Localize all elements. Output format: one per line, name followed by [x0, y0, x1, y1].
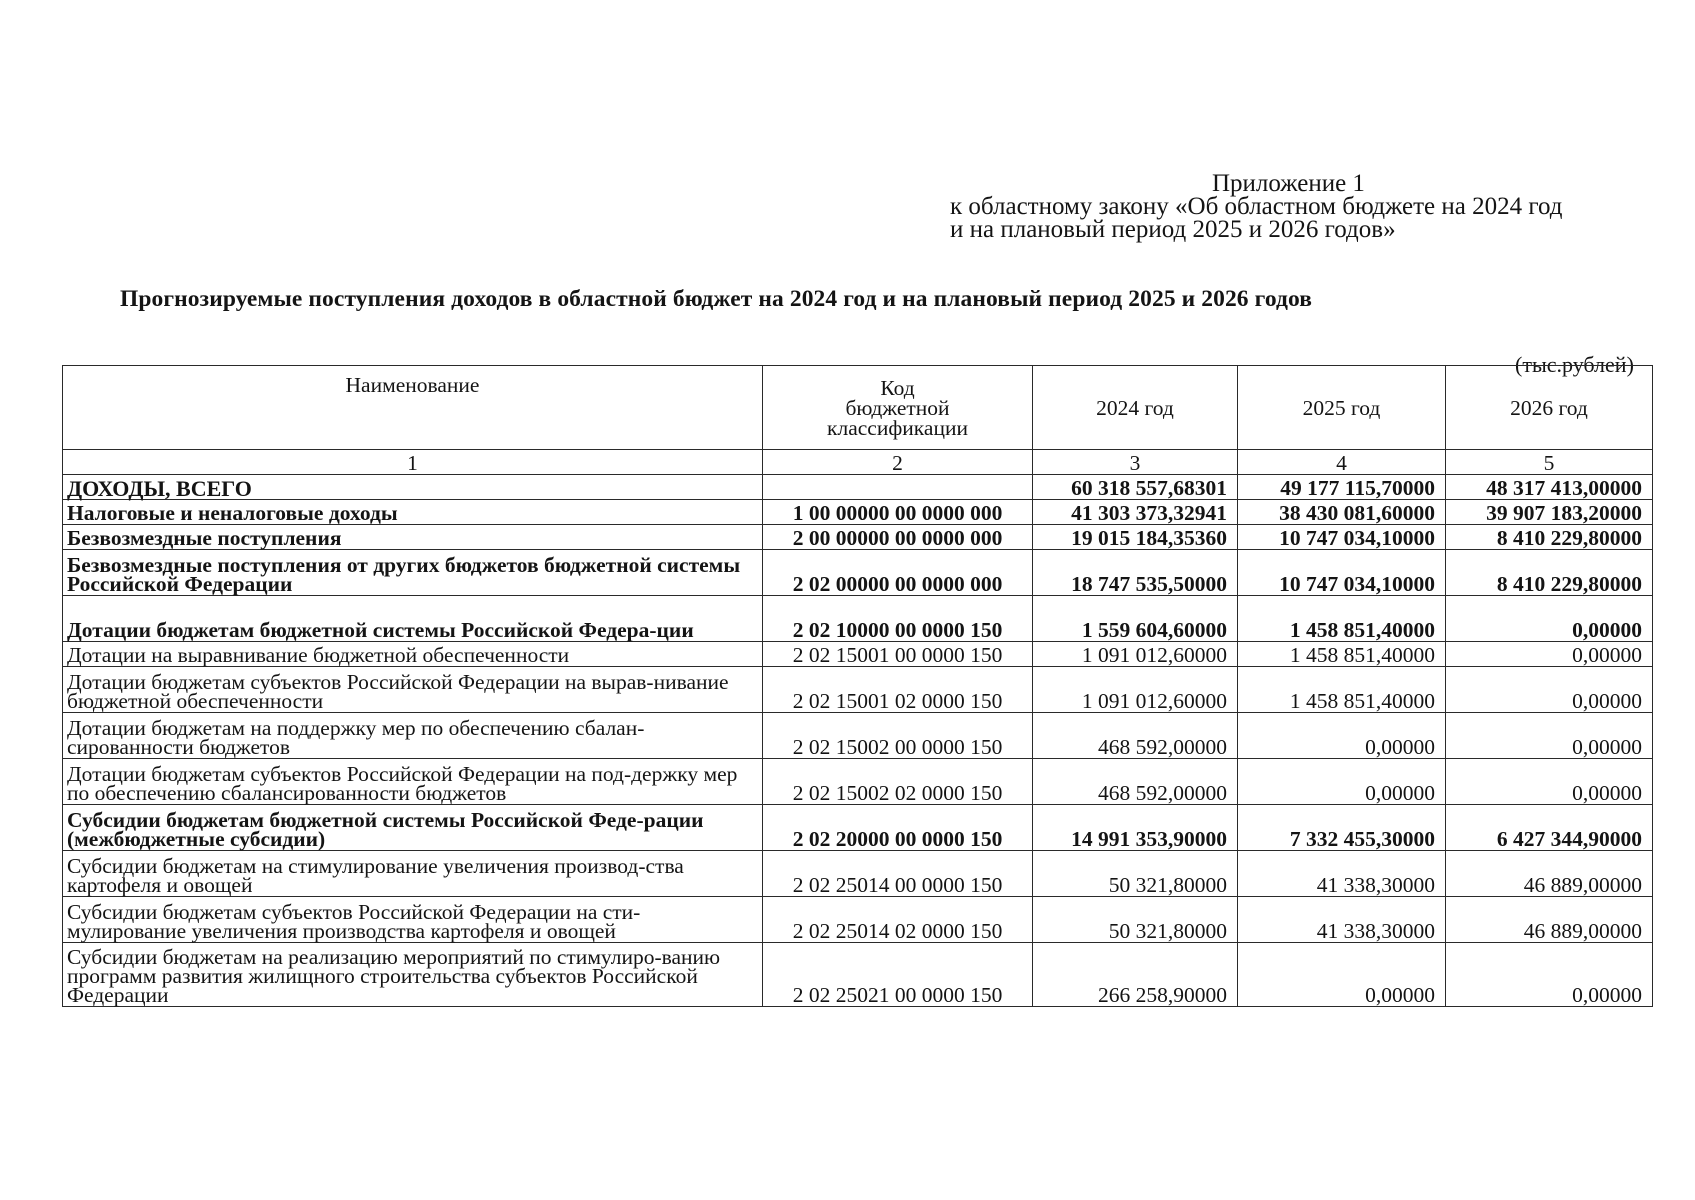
- units-label: (тыс.рублей): [1515, 352, 1634, 377]
- row-value-2025: 41 338,30000: [1238, 851, 1446, 897]
- column-number: 5: [1446, 450, 1653, 475]
- table-row: [63, 550, 1653, 596]
- header-name: Наименование: [63, 366, 763, 450]
- row-value-2024: 1 091 012,60000: [1033, 667, 1238, 713]
- row-name: Дотации на выравнивание бюджетной обеспеченности: [63, 642, 763, 667]
- row-value-2025: 0,00000: [1238, 759, 1446, 805]
- row-value-2026: 39 907 183,20000: [1446, 500, 1653, 525]
- row-code: 2 02 15002 02 0000 150: [763, 759, 1033, 805]
- appendix-title: Приложение 1: [1212, 170, 1365, 197]
- row-value-2024: 60 318 557,68301: [1033, 475, 1238, 500]
- header-code-line-1: Код: [880, 376, 915, 400]
- row-value-2026: 0,00000: [1446, 596, 1653, 642]
- row-code: 2 02 00000 00 0000 000: [763, 550, 1033, 596]
- row-value-2026: 0,00000: [1446, 943, 1653, 1007]
- row-code: 2 02 15001 02 0000 150: [763, 667, 1033, 713]
- row-value-2026: 0,00000: [1446, 667, 1653, 713]
- column-number-row: [63, 450, 1653, 475]
- row-value-2024: 50 321,80000: [1033, 897, 1238, 943]
- row-value-2024: 14 991 353,90000: [1033, 805, 1238, 851]
- table-row: [63, 596, 1653, 642]
- row-name: Субсидии бюджетам на стимулирование увеличения производ-ства картофеля и овощей: [63, 851, 763, 897]
- row-value-2024: 18 747 535,50000: [1033, 550, 1238, 596]
- row-name: Безвозмездные поступления: [63, 525, 763, 550]
- table-row: [63, 525, 1653, 550]
- column-number: 4: [1238, 450, 1446, 475]
- table-row: [63, 642, 1653, 667]
- header-2024: 2024 год: [1033, 366, 1238, 450]
- row-value-2026: 6 427 344,90000: [1446, 805, 1653, 851]
- row-name: Субсидии бюджетам субъектов Российской Федерации на сти-мулирование увеличения производства картофеля и овощей: [63, 897, 763, 943]
- row-code: 2 02 25014 02 0000 150: [763, 897, 1033, 943]
- table-row: [63, 475, 1653, 500]
- row-value-2024: 41 303 373,32941: [1033, 500, 1238, 525]
- row-name: Дотации бюджетам бюджетной системы Российской Федера-ции: [63, 596, 763, 642]
- row-value-2026: 8 410 229,80000: [1446, 525, 1653, 550]
- table-row: [63, 943, 1653, 1007]
- appendix-line-2: и на плановый период 2025 и 2026 годов»: [950, 216, 1396, 243]
- row-name: Дотации бюджетам субъектов Российской Федерации на вырав-нивание бюджетной обеспеченности: [63, 667, 763, 713]
- revenue-table: [62, 365, 1653, 1007]
- column-number: 3: [1033, 450, 1238, 475]
- row-value-2026: 0,00000: [1446, 759, 1653, 805]
- row-value-2026: 46 889,00000: [1446, 897, 1653, 943]
- header-2026: 2026 год: [1446, 366, 1653, 450]
- row-code: 2 02 15001 00 0000 150: [763, 642, 1033, 667]
- row-code: [763, 475, 1033, 500]
- table-row: [63, 713, 1653, 759]
- row-code: 2 02 25021 00 0000 150: [763, 943, 1033, 1007]
- row-value-2025: 0,00000: [1238, 943, 1446, 1007]
- row-value-2025: 41 338,30000: [1238, 897, 1446, 943]
- row-name: Налоговые и неналоговые доходы: [63, 500, 763, 525]
- appendix-line-1: к областному закону «Об областном бюджете на 2024 год: [950, 193, 1563, 220]
- row-code: 2 02 15002 00 0000 150: [763, 713, 1033, 759]
- row-code: 2 02 10000 00 0000 150: [763, 596, 1033, 642]
- table-row: [63, 851, 1653, 897]
- row-value-2026: 0,00000: [1446, 713, 1653, 759]
- row-value-2026: 0,00000: [1446, 642, 1653, 667]
- row-value-2025: 1 458 851,40000: [1238, 642, 1446, 667]
- row-name: ДОХОДЫ, ВСЕГО: [63, 475, 763, 500]
- row-value-2025: 10 747 034,10000: [1238, 525, 1446, 550]
- row-value-2026: 8 410 229,80000: [1446, 550, 1653, 596]
- row-name: Субсидии бюджетам бюджетной системы Российской Феде-рации (межбюджетные субсидии): [63, 805, 763, 851]
- table-row: [63, 897, 1653, 943]
- row-code: 2 02 20000 00 0000 150: [763, 805, 1033, 851]
- row-name: Дотации бюджетам субъектов Российской Федерации на под-держку мер по обеспечению сбалансированности бюджетов: [63, 759, 763, 805]
- row-value-2025: 10 747 034,10000: [1238, 550, 1446, 596]
- row-value-2024: 50 321,80000: [1033, 851, 1238, 897]
- row-value-2024: 468 592,00000: [1033, 759, 1238, 805]
- header-code-line-3: классификации: [827, 416, 968, 440]
- row-name: Дотации бюджетам на поддержку мер по обеспечению сбалан-сированности бюджетов: [63, 713, 763, 759]
- header-2025: 2025 год: [1238, 366, 1446, 450]
- row-value-2024: 468 592,00000: [1033, 713, 1238, 759]
- row-value-2025: 49 177 115,70000: [1238, 475, 1446, 500]
- header-code: [763, 366, 1033, 450]
- row-value-2025: 38 430 081,60000: [1238, 500, 1446, 525]
- row-value-2024: 266 258,90000: [1033, 943, 1238, 1007]
- row-value-2024: 1 559 604,60000: [1033, 596, 1238, 642]
- row-value-2026: 46 889,00000: [1446, 851, 1653, 897]
- row-value-2024: 1 091 012,60000: [1033, 642, 1238, 667]
- row-value-2025: 1 458 851,40000: [1238, 667, 1446, 713]
- row-value-2025: 7 332 455,30000: [1238, 805, 1446, 851]
- row-value-2024: 19 015 184,35360: [1033, 525, 1238, 550]
- row-name: Безвозмездные поступления от других бюджетов бюджетной системы Российской Федерации: [63, 550, 763, 596]
- appendix-note: [950, 172, 1563, 241]
- row-value-2026: 48 317 413,00000: [1446, 475, 1653, 500]
- row-code: 2 02 25014 00 0000 150: [763, 851, 1033, 897]
- row-value-2025: 1 458 851,40000: [1238, 596, 1446, 642]
- row-name: Субсидии бюджетам на реализацию мероприятий по стимулиро-ванию программ развития жилищного строительства субъектов Российской Федерации: [63, 943, 763, 1007]
- row-code: 1 00 00000 00 0000 000: [763, 500, 1033, 525]
- column-number: 2: [763, 450, 1033, 475]
- row-code: 2 00 00000 00 0000 000: [763, 525, 1033, 550]
- table-row: [63, 667, 1653, 713]
- table-header-row: [63, 366, 1653, 450]
- table-row: [63, 805, 1653, 851]
- table-row: [63, 500, 1653, 525]
- table-row: [63, 759, 1653, 805]
- header-code-line-2: бюджетной: [845, 396, 950, 420]
- document-title: Прогнозируемые поступления доходов в областной бюджет на 2024 год и на плановый период 2025 и 2026 годов: [120, 286, 1313, 312]
- column-number: 1: [63, 450, 763, 475]
- row-value-2025: 0,00000: [1238, 713, 1446, 759]
